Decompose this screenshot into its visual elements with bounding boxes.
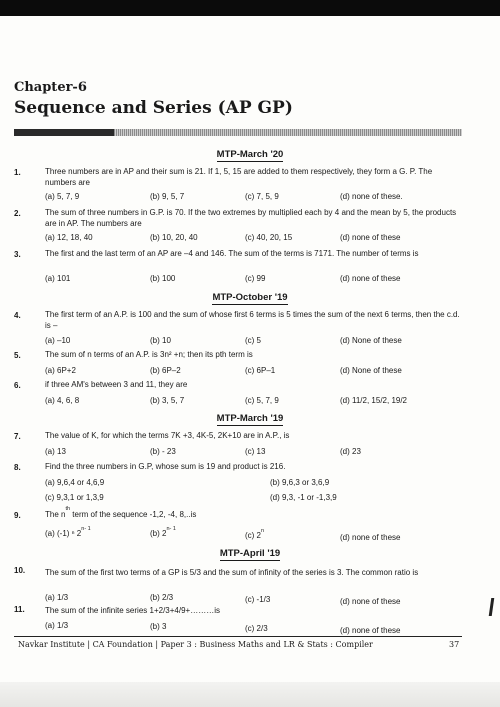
question-number: 2. [14,209,21,218]
option-a: (a) 6P+2 [45,366,76,375]
question-text: The value of K, for which the terms 7K +3, 4K-5, 2K+10 are in A.P., is [45,431,290,440]
option-d: (d) none of these. [340,192,403,201]
option-a: (a) 101 [45,274,71,283]
top-scan-band [0,0,500,16]
option-b: (b) 10 [150,336,171,345]
question-number: 11. [14,605,25,614]
question-number: 3. [14,250,21,259]
question-text: The first and the last term of an AP are –4 and 146. The sum of the terms is 7171. The number of terms is [45,249,419,258]
option-a: (a) 4, 6, 8 [45,396,80,405]
option-b: (b) 9,6,3 or 3,6,9 [270,478,330,487]
option-c: (c) 5, 7, 9 [245,396,279,405]
option-d: (d) none of these [340,626,401,635]
option-d: (d) 11/2, 15/2, 19/2 [340,396,408,405]
option-c: (c) 9,3,1 or 1,3,9 [45,493,104,502]
question-text: The sum of the first two terms of a GP is 5/3 and the sum of infinity of the series is 3. The common ratio is [45,568,419,577]
question-number: 5. [14,351,21,360]
option-a: (a) 1/3 [45,593,69,602]
footer-rule [14,636,462,637]
chapter-label: Chapter-6 [14,80,87,95]
section-heading-march-19: MTP-March '19 [216,413,284,424]
question-number: 6. [14,381,21,390]
option-c: (c) -1/3 [245,595,271,604]
option-c: (c) 5 [245,336,261,345]
question-text: The first term of an A.P. is 100 and the sum of whose first 6 terms is 5 times the sum of the next 6 terms, then the c.d. is – [45,310,460,330]
question-number: 7. [14,432,21,441]
title-rule [14,129,462,136]
question-number: 9. [14,511,21,520]
option-b: (b) - 23 [150,447,176,456]
option-b: (b) 10, 20, 40 [150,233,198,242]
chapter-title: Sequence and Series (AP GP) [14,98,293,118]
section-heading-march-20: MTP-March '20 [216,149,284,160]
option-d: (d) None of these [340,366,402,375]
page-number: 37 [449,640,460,649]
question-number: 1. [14,168,21,177]
option-d: (d) none of these [340,597,401,606]
option-d: (d) none of these [340,533,401,542]
option-a: (a) 12, 18, 40 [45,233,93,242]
option-c: (c) 99 [245,274,266,283]
question-number: 10. [14,566,26,575]
option-b: (b) 6P–2 [150,366,181,375]
option-d: (d) none of these [340,233,401,242]
option-d: (d) 9,3, -1 or -1,3,9 [270,493,337,502]
option-c: (c) 2/3 [245,624,268,633]
question-text: The sum of three numbers in G.P. is 70. If the two extremes by multiplied each by 4 and the mean by 5, the products are in AP. The numbers are [45,208,457,228]
option-d: (d) 23 [340,447,361,456]
option-b: (b) 100 [150,274,176,283]
page-footer: Navkar Institute | CA Foundation | Paper 3 : Business Maths and LR & Stats : Compiler [18,640,373,649]
option-b: (b) 3, 5, 7 [150,396,185,405]
option-a: (a) –10 [45,336,71,345]
margin-mark [489,598,495,616]
option-b: (b) 3 [150,622,167,631]
question-number: 8. [14,463,21,472]
option-a: (a) (-1) ⁿ 2$^{n- 1}$ [45,526,91,538]
option-c: (c) 7, 5, 9 [245,192,279,201]
option-a: (a) 1/3 [45,621,69,630]
section-heading-october-19: MTP-October '19 [212,292,288,303]
question-number: 4. [14,311,21,320]
question-text: Find the three numbers in G.P, whose sum is 19 and product is 216. [45,462,286,471]
option-c: (c) 6P–1 [245,366,276,375]
option-c: (c) 13 [245,447,266,456]
option-a: (a) 13 [45,447,66,456]
question-text: The sum of n terms of an A.P. is 3n² +n; then its pth term is [45,350,253,359]
option-c: (c) 2$^n$ [245,528,265,540]
section-heading-april-19: MTP-April '19 [219,548,281,559]
option-b: (b) 2$^{n- 1}$ [150,526,176,538]
question-text: Three numbers are in AP and their sum is 21. If 1, 5, 15 are added to them respectively, they form a G. P. The numbers are [45,167,433,187]
option-d: (d) None of these [340,336,402,345]
option-a: (a) 9,6,4 or 4,6,9 [45,478,105,487]
option-a: (a) 5, 7, 9 [45,192,80,201]
question-text: The $n^{th}$ term of the sequence -1,2, -4, 8,..is [45,506,197,519]
option-b: (b) 9, 5, 7 [150,192,185,201]
option-b: (b) 2/3 [150,593,174,602]
question-text: if three AM's between 3 and 11, they are [45,380,188,389]
bottom-scan-band [0,682,500,707]
option-d: (d) none of these [340,274,401,283]
option-c: (c) 40, 20, 15 [245,233,293,242]
question-text: The sum of the infinite series 1+2/3+4/9+………is [45,606,220,615]
